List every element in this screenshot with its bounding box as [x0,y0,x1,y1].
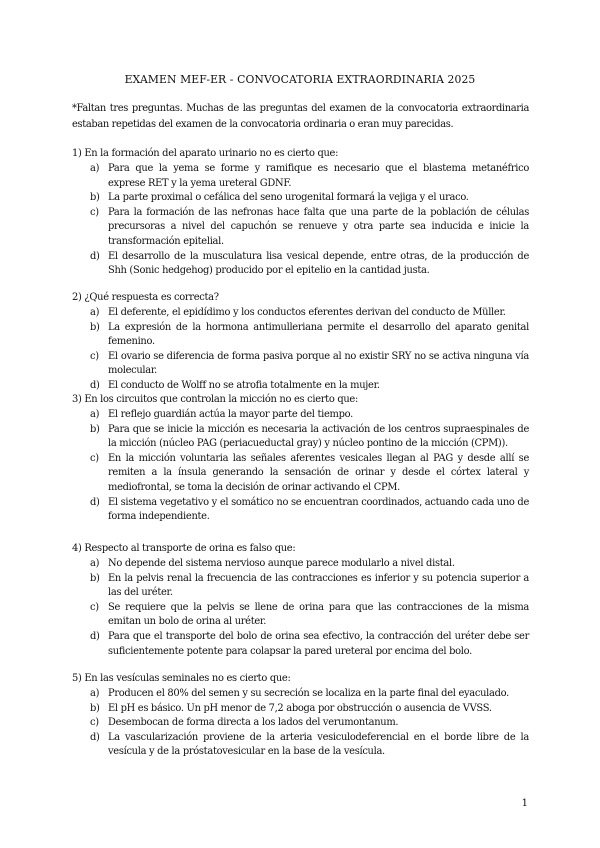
option-a [72,408,529,423]
option-letter: a) [90,688,100,699]
question-5 [72,671,529,760]
option-letter: b) [90,321,100,333]
option-text: El deferente, el epidídimo y los conductos eferentes derivan del conducto de Müller. [108,307,506,318]
option-d [72,630,529,659]
option-text: El desarrollo de la musculatura lisa vesical depende, entre otras, de la producción de Shh (Sonic hedgehog) producido por el epitelio en la cantidad justa. [108,250,529,277]
option-b [72,191,529,206]
option-letter: c) [90,717,99,729]
option-text: La parte proximal o cefálica del seno urogenital formará la vejiga y el uraco. [108,192,469,204]
option-b [72,321,529,350]
option-letter: c) [90,452,99,464]
option-text: Se requiere que la pelvis se llene de orina para que las contracciones de la misma emitan un bolo de orina al uréter. [108,601,529,628]
option-a [72,306,529,321]
option-letter: d) [90,379,100,391]
option-letter: a) [90,409,100,420]
option-d [72,731,529,760]
question-1 [72,146,529,279]
option-letter: b) [90,192,100,204]
question-title: 1) En la formación del aparato urinario no es cierto que: [72,148,339,159]
option-letter: c) [90,350,99,362]
option-letter: d) [90,630,100,642]
option-text: Producen el 80% del semen y su secreción se localiza en la parte final del eyaculado. [108,688,509,699]
option-c [72,452,529,496]
question-2 [72,290,529,394]
option-a [72,687,529,702]
option-letter: d) [90,731,100,743]
exam-note: *Faltan tres preguntas. Muchas de las preguntas del examen de la convocatoria extraordinaria estaban repetidas del examen de la convocatoria ordinaria o eran muy parecidas. [72,103,529,130]
option-text: Desembocan de forma directa a los lados del verumontanum. [108,717,399,729]
option-text: La vascularización proviene de la arteria vesiculodeferencial en el borde libre de la vesícula y de la próstatovesicular en la base de la vesícula. [108,731,529,758]
option-text: En la pelvis renal la frecuencia de las contracciones es inferior y su potencia superior a las del uréter. [108,572,529,599]
option-letter: c) [90,601,99,613]
exam-title: EXAMEN MEF-ER - CONVOCATORIA EXTRAORDINARIA 2025 [124,73,476,86]
option-text: El ovario se diferencia de forma pasiva porque al no existir SRY no se activa ninguna vía molecular. [108,350,529,377]
option-b [72,702,529,717]
option-letter: a) [90,558,100,569]
option-c [72,716,529,731]
option-letter: d) [90,250,100,262]
option-letter: a) [90,163,100,174]
option-letter: b) [90,423,100,435]
question-title: 2) ¿Qué respuesta es correcta? [72,292,219,303]
option-d [72,250,529,279]
option-text: La expresión de la hormona antimulleriana permite el desarrollo del aparato genital femenino. [108,321,529,348]
option-text: No depende del sistema nervioso aunque parece modularlo a nivel distal. [108,558,455,569]
option-text: El reflejo guardián actúa la mayor parte del tiempo. [108,409,353,420]
option-c [72,601,529,630]
option-letter: b) [90,572,100,584]
option-text: Para que el transporte del bolo de orina sea efectivo, la contracción del uréter debe ser suficientemente potente para colapsar la pared ureteral por encima del bolo. [108,630,529,657]
option-text: Para que la yema se forme y ramifique es necesario que el blastema metanéfrico exprese RET y la yema ureteral GDNF. [108,163,529,189]
question-4 [72,541,529,659]
option-letter: d) [90,496,100,508]
option-letter: b) [90,702,100,714]
option-text: En la micción voluntaria las señales aferentes vesicales llegan al PAG y desde allí se remiten a la ínsula generando la sensación de orinar y desde el córtex lateral y mediofrontal, se toma la decisión de orinar activando el CPM. [108,452,529,493]
option-b [72,423,529,452]
question-title: 3) En los circuitos que controlan la micción no es cierto que: [72,394,358,405]
question-3 [72,392,529,525]
question-title: 4) Respecto al transporte de orina es falso que: [72,543,296,554]
option-text: El sistema vegetativo y el somático no se encuentran coordinados, actuando cada uno de forma independiente. [108,496,529,523]
option-text: Para la formación de las nefronas hace falta que una parte de la población de células precursoras a nivel del capuchón se renueve y otra parte sea inducida e inicie la transformación epitelial. [108,206,529,247]
option-letter: c) [90,206,99,218]
question-title: 5) En las vesículas seminales no es cierto que: [72,673,291,684]
option-text: Para que se inicie la micción es necesaria la activación de los centros supraespinales de la micción (núcleo PAG (periacueductal gray) y núcleo pontino de la micción (CPM)). [108,423,529,450]
option-c [72,206,529,250]
option-b [72,572,529,601]
page-number: 1 [521,798,528,809]
option-letter: a) [90,307,100,318]
option-a [72,162,529,191]
option-text: El conducto de Wolff no se atrofia totalmente en la mujer. [108,379,380,391]
option-c [72,350,529,379]
option-a [72,557,529,572]
option-text: El pH es básico. Un pH menor de 7,2 aboga por obstrucción o ausencia de VVSS. [108,702,492,714]
option-d [72,496,529,525]
